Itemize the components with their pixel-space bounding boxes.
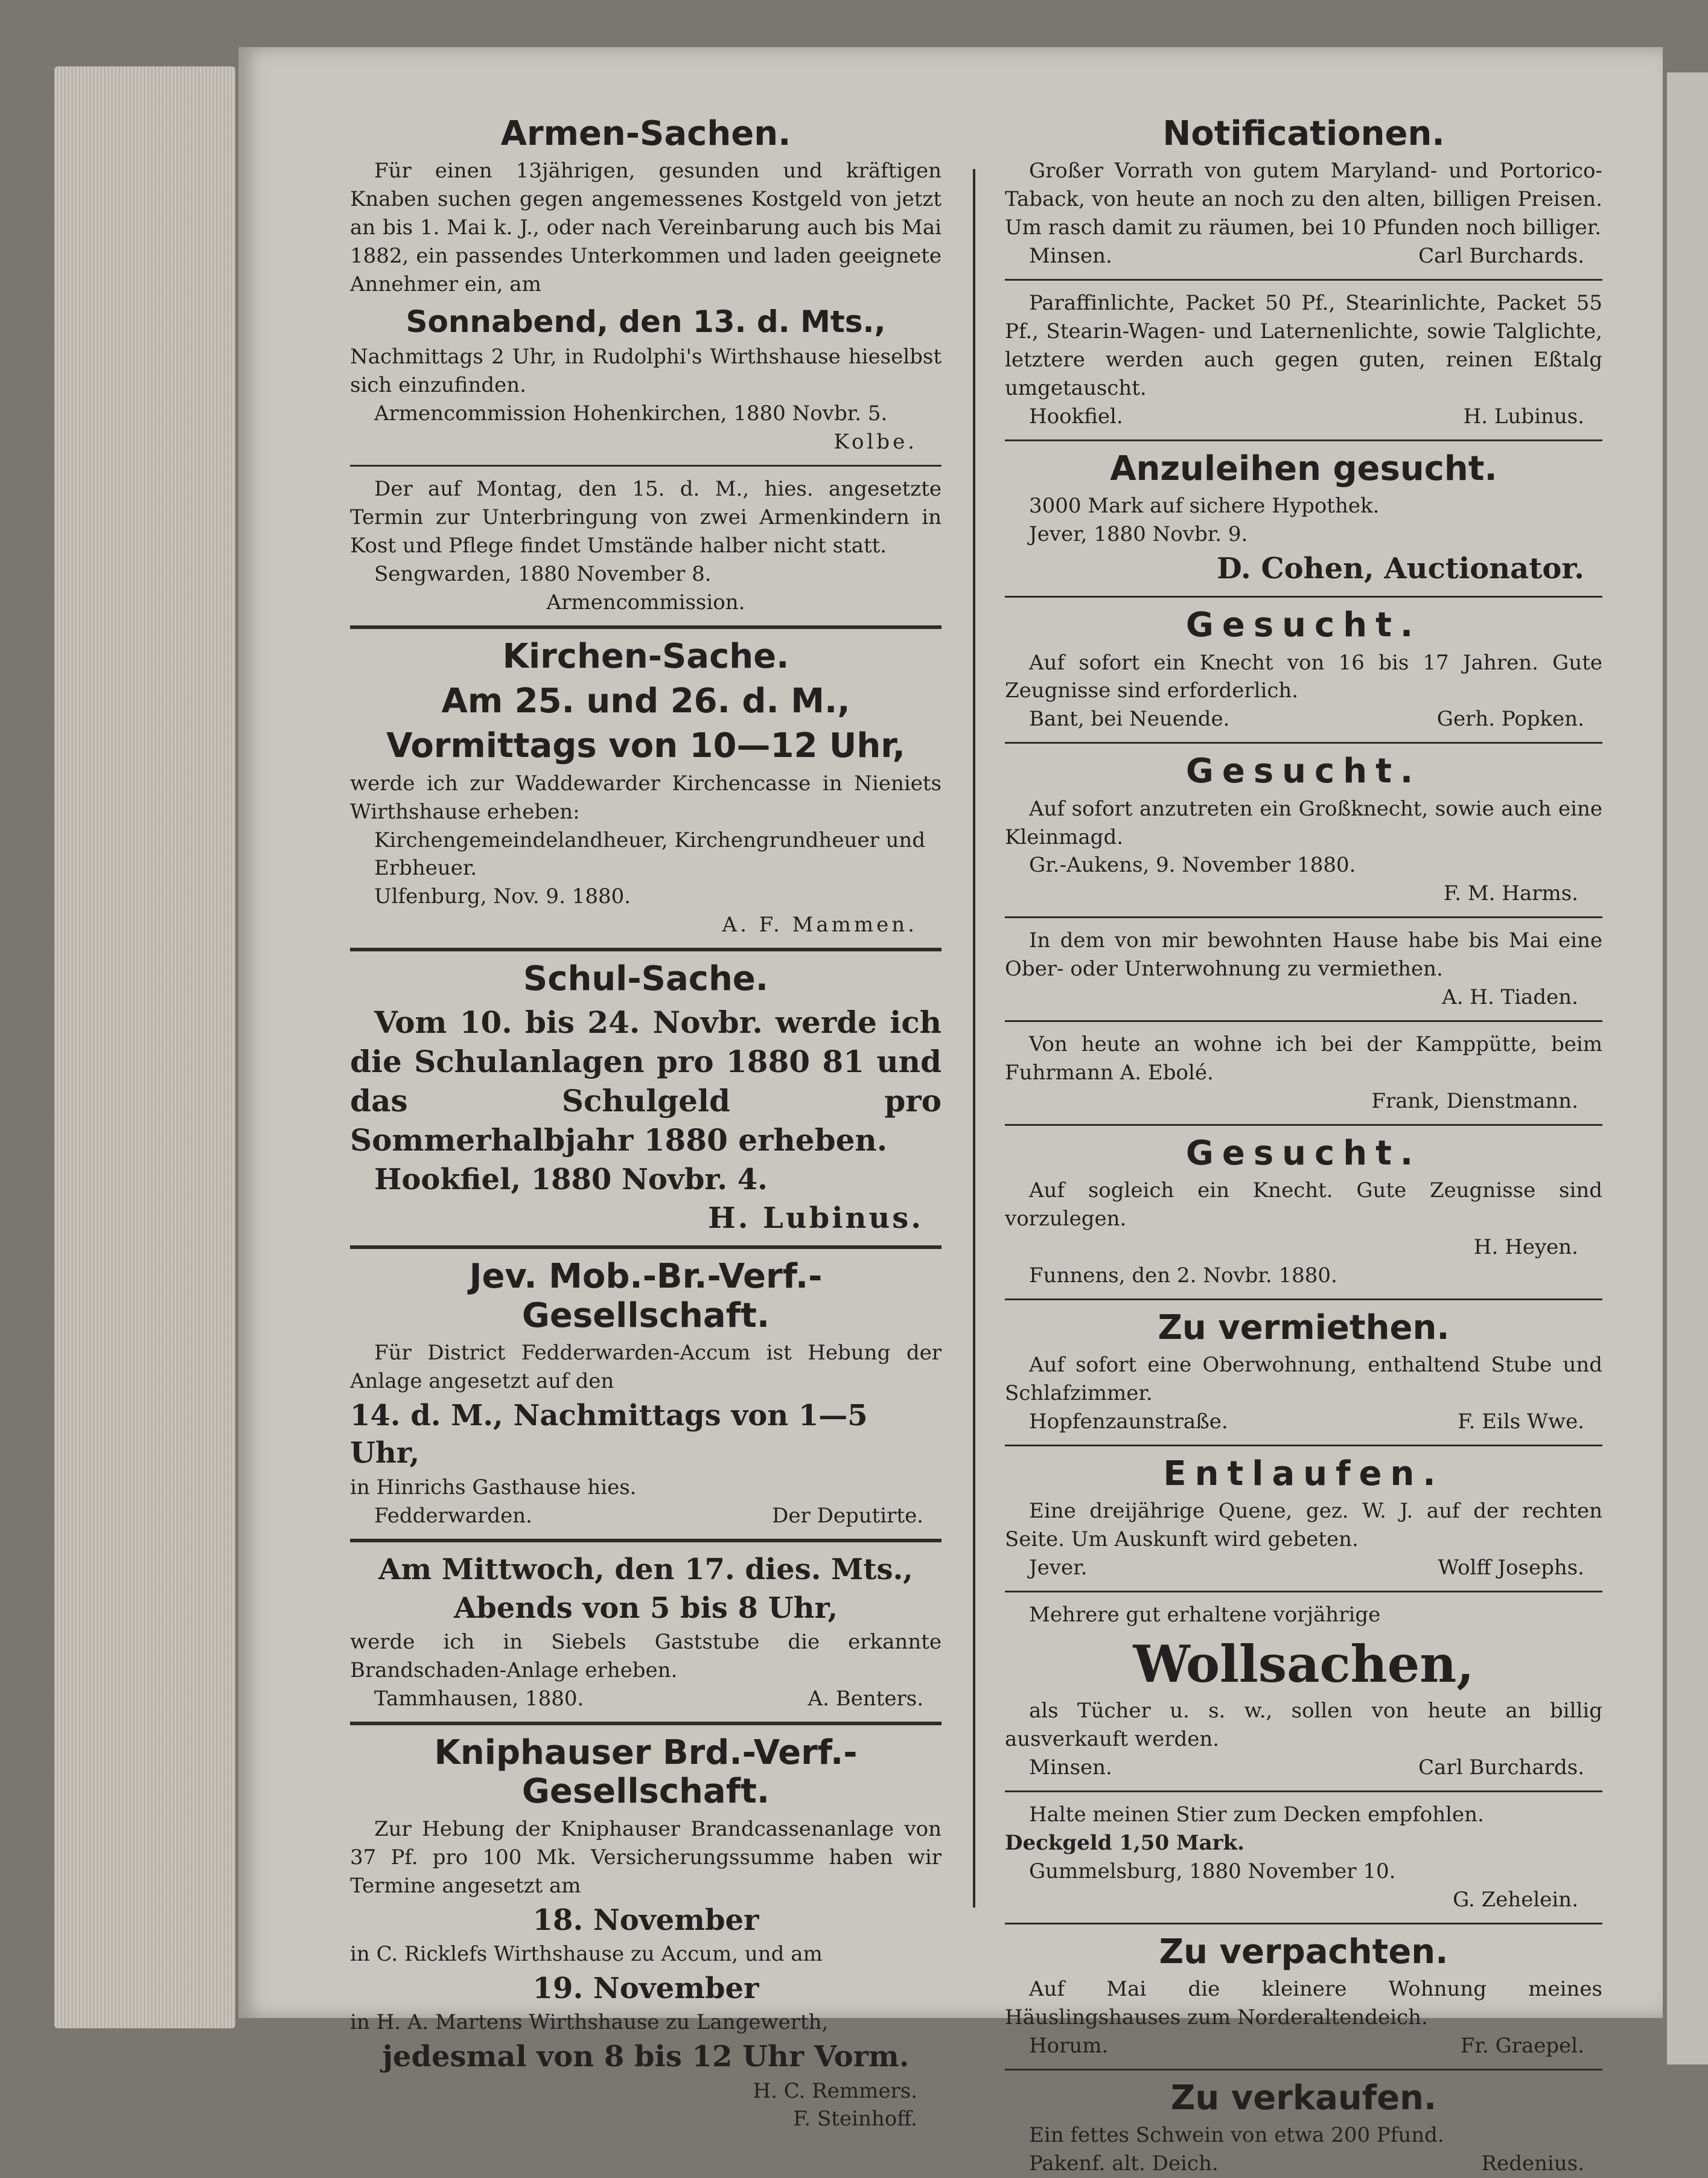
separator [350, 1539, 942, 1542]
separator [350, 1722, 942, 1725]
ad-heading: Jev. Mob.-Br.-Verf.-Gesellschaft. [469, 1257, 823, 1335]
ad-body: werde ich zur Waddewarder Kirchencasse in Nieniets Wirthshause erheben: [350, 771, 942, 824]
ad-mittwoch [350, 1551, 942, 1714]
ad-body: Auf sogleich ein Knecht. Gute Zeugnisse sind vorzulegen. [1005, 1178, 1602, 1231]
ad-footer [1005, 1554, 1602, 1582]
ad-body: Halte meinen Stier zum Decken empfohlen. [1029, 1803, 1484, 1827]
ad-place: Jever. [1029, 1556, 1088, 1580]
ad-body: in Hinrichs Gasthause hies. [350, 1475, 637, 1499]
ad-footer [1005, 2150, 1602, 2178]
ad-body: als Tücher u. s. w., sollen von heute an billig ausverkauft werden. [1005, 1699, 1602, 1752]
ad-place: Pakenf. alt. Deich. [1029, 2151, 1219, 2176]
ad-notificationen [1005, 115, 1602, 270]
ad-signature: F. Steinhoff. [793, 2107, 917, 2132]
ad-body: Eine dreijährige Quene, gez. W. J. auf der rechten Seite. Um Auskunft wird gebeten. [1005, 1499, 1602, 1552]
ad-footer [350, 1685, 942, 1713]
ad-footer [1005, 1408, 1602, 1436]
ad-time: jedesmal von 8 bis 12 Uhr Vorm. [382, 2040, 910, 2074]
ad-gesucht-3 [1005, 1134, 1602, 1290]
ad-signature: Frank, Dienstmann. [1371, 1088, 1578, 1113]
separator [350, 465, 942, 467]
ad-signature: F. M. Harms. [1443, 881, 1578, 906]
ad-body: Der auf Montag, den 15. d. M., hies. angesetzte Termin zur Unterbringung von zwei Armenkindern in Kost und Pflege findet Umstände halber nicht statt. [350, 477, 942, 558]
ad-place: Hookfiel. [1029, 404, 1123, 429]
ad-signature: Carl Burchards. [1418, 244, 1584, 269]
ad-place: Ulfenburg, Nov. 9. 1880. [374, 884, 631, 909]
ad-wohnung [1005, 927, 1602, 1012]
ad-signature: Armencommission. [546, 590, 745, 615]
ad-anzuleihen [1005, 450, 1602, 588]
ad-body: 3000 Mark auf sichere Hypothek. [1029, 493, 1380, 518]
ad-place: Tammhausen, 1880. [374, 1687, 584, 1711]
ad-heading: Schul-Sache. [523, 959, 769, 999]
ad-gesucht-2 [1005, 752, 1602, 908]
ad-heading: Kirchen-Sache. [502, 636, 789, 676]
ad-body: Vom 10. bis 24. Novbr. werde ich die Schulanlagen pro 1880 81 und das Schulgeld pro Sommerhalbjahr 1880 erheben. [350, 1004, 942, 1158]
ad-signature: H. C. Remmers. [753, 2078, 917, 2103]
ad-date: Am 25. und 26. d. M., [441, 681, 850, 721]
separator [350, 948, 942, 951]
ad-place: Armencommission Hohenkirchen, 1880 Novbr. 5. [374, 401, 888, 426]
ad-place: Bant, bei Neuende. [1029, 707, 1230, 732]
ad-stier [1005, 1801, 1602, 1914]
ad-body: Auf sofort anzutreten ein Großknecht, sowie auch eine Kleinmagd. [1005, 796, 1602, 849]
ad-heading: Gesucht. [1185, 605, 1422, 645]
ad-signature: F. Eils Wwe. [1458, 1409, 1584, 1434]
ad-heading: Entlaufen. [1163, 1454, 1444, 1493]
ad-body: Zur Hebung der Kniphauser Brandcassenanlage von 37 Pf. pro 100 Mk. Versicherungssumme haben wir Termine angesetzt am [350, 1816, 942, 1898]
separator [1005, 1591, 1602, 1592]
ad-signature: Carl Burchards. [1418, 1755, 1584, 1780]
ad-heading: Anzuleihen gesucht. [1110, 449, 1497, 488]
separator [1005, 2069, 1602, 2071]
ad-armen-sachen [350, 115, 942, 456]
ad-footer [1005, 1754, 1602, 1782]
ad-signature: A. H. Tiaden. [1442, 985, 1578, 1010]
ad-heading: Notificationen. [1162, 114, 1445, 153]
ad-heading: Wollsachen, [1133, 1634, 1474, 1694]
left-column [350, 109, 942, 2133]
ad-kniphauser [350, 1734, 942, 2133]
ad-place: Hopfenzaunstraße. [1029, 1409, 1228, 1434]
ad-date: Sonnabend, den 13. d. Mts., [406, 304, 886, 339]
ad-signature: G. Zehelein. [1453, 1887, 1578, 1912]
ad-kamppuette [1005, 1030, 1602, 1116]
separator [350, 1245, 942, 1249]
ad-place: Minsen. [1029, 244, 1112, 269]
separator [1005, 1298, 1602, 1300]
ad-heading: Zu verpachten. [1159, 1932, 1448, 1972]
separator [1005, 1790, 1602, 1792]
ad-body: werde ich in Siebels Gaststube die erkannte Brandschaden-Anlage erheben. [350, 1630, 942, 1683]
ad-signature: A. F. Mammen. [722, 913, 917, 937]
ad-signature: D. Cohen, Auctionator. [1217, 551, 1584, 586]
ad-zu-verkaufen [1005, 2079, 1602, 2178]
ad-signature: A. Benters. [808, 1687, 923, 1711]
ad-date: Am Mittwoch, den 17. dies. Mts., [378, 1552, 913, 1586]
ad-termin [350, 475, 942, 617]
adjacent-page-edge [1667, 72, 1708, 2065]
ad-body: Großer Vorrath von gutem Maryland- und Portorico-Taback, von heute an noch zu den alten, billigen Preisen. Um rasch damit zu räumen, bei 10 Pfunden noch billiger. [1005, 159, 1602, 240]
ad-place: Sengwarden, 1880 November 8. [374, 561, 712, 586]
column-divider [973, 169, 975, 1908]
ad-body: In dem von mir bewohnten Hause habe bis Mai eine Ober- oder Unterwohnung zu vermiethen. [1005, 928, 1602, 982]
book-page-edges [54, 66, 235, 2028]
ad-signature: H. Lubinus. [1463, 404, 1584, 429]
ad-location: in H. A. Martens Wirthshause zu Langewerth, [350, 2010, 829, 2035]
ad-place: Hookfiel, 1880 Novbr. 4. [374, 1162, 768, 1196]
ad-signature: H. Lubinus. [708, 1201, 923, 1235]
ad-footer [1005, 403, 1602, 431]
ad-heading: Kniphauser Brd.-Verf.-Gesellschaft. [434, 1733, 858, 1812]
ad-place: Minsen. [1029, 1755, 1112, 1780]
ad-footer [350, 1502, 942, 1530]
ad-signature: H. Heyen. [1473, 1234, 1578, 1259]
ad-signature: Redenius. [1481, 2151, 1584, 2176]
ad-footer [1005, 705, 1602, 733]
ad-body: Auf Mai die kleinere Wohnung meines Häuslingshauses zum Norderaltendeich. [1005, 1977, 1602, 2030]
ad-time: Vormittags von 10—12 Uhr, [386, 726, 905, 766]
separator [1005, 742, 1602, 744]
ad-items: Kirchengemeindelandheuer, Kirchengrundheuer und Erbheuer. [374, 828, 926, 881]
ad-place: Jever, 1880 Novbr. 9. [1029, 522, 1248, 546]
ad-paraffinlichte [1005, 289, 1602, 431]
ad-body: Von heute an wohne ich bei der Kamppütte, beim Fuhrmann A. Ebolé. [1005, 1032, 1602, 1085]
ad-entlaufen [1005, 1455, 1602, 1582]
ad-body: Paraffinlichte, Packet 50 Pf., Stearinlichte, Packet 55 Pf., Stearin-Wagen- und Laternenlichte, sowie Talglichte, letztere werden auch gegen guten, reinen Eßtalg umgetauscht. [1005, 291, 1602, 400]
ad-intro: Mehrere gut erhaltene vorjährige [1029, 1602, 1381, 1627]
ad-body: Für einen 13jährigen, gesunden und kräftigen Knaben suchen gegen angemessenes Kostgeld von jetzt an bis 1. Mai k. J., oder nach Vereinbarung auch bis Mai 1882, ein passendes Unterkommen und laden geeignete Annehmer ein, am [350, 159, 942, 297]
ad-signature: Der Deputirte. [772, 1503, 923, 1528]
ad-date: 19. November [532, 1971, 759, 2005]
ad-body: Ein fettes Schwein von etwa 200 Pfund. [1029, 2123, 1444, 2148]
ad-body: Auf sofort ein Knecht von 16 bis 17 Jahren. Gute Zeugnisse sind erforderlich. [1005, 650, 1602, 703]
ad-body: Nachmittags 2 Uhr, in Rudolphi's Wirthshause hieselbst sich einzufinden. [350, 345, 942, 398]
ad-price: Deckgeld 1,50 Mark. [1005, 1831, 1244, 1856]
separator [1005, 279, 1602, 281]
separator [1005, 1923, 1602, 1924]
ad-place: Gr.-Aukens, 9. November 1880. [1029, 853, 1356, 878]
ad-signature: Gerh. Popken. [1436, 707, 1584, 732]
separator [1005, 916, 1602, 918]
ad-gesucht-1 [1005, 606, 1602, 733]
separator [1005, 439, 1602, 441]
ad-heading: Zu vermiethen. [1158, 1308, 1450, 1347]
ad-date: 14. d. M., Nachmittags von 1—5 Uhr, [350, 1398, 868, 1471]
ad-heading: Gesucht. [1185, 1133, 1422, 1173]
ad-footer [1005, 242, 1602, 270]
ad-body: Für District Fedderwarden-Accum ist Hebung der Anlage angesetzt auf den [350, 1341, 942, 1394]
ad-place: Gummelsburg, 1880 November 10. [1029, 1859, 1396, 1883]
ad-place: Fedderwarden. [374, 1503, 532, 1528]
ad-date: 18. November [532, 1903, 759, 1937]
ad-zu-vermiethen [1005, 1309, 1602, 1436]
ad-schul-sache [350, 960, 942, 1237]
separator [1005, 1020, 1602, 1022]
ad-time: Abends von 5 bis 8 Uhr, [453, 1591, 838, 1625]
separator [1005, 1445, 1602, 1446]
ad-signature: Fr. Graepel. [1460, 2033, 1584, 2058]
ad-heading: Gesucht. [1185, 752, 1422, 791]
ad-wollsachen [1005, 1601, 1602, 1782]
ad-location: in C. Ricklefs Wirthshause zu Accum, und am [350, 1941, 823, 1966]
ad-footer [1005, 2032, 1602, 2060]
ad-place: Horum. [1029, 2033, 1109, 2058]
ad-signature: Wolff Josephs. [1438, 1556, 1584, 1580]
separator [350, 625, 942, 629]
ad-jev-mob [350, 1257, 942, 1530]
ad-heading: Zu verkaufen. [1170, 2078, 1437, 2118]
ad-heading: Armen-Sachen. [500, 114, 791, 153]
ad-place: Funnens, den 2. Novbr. 1880. [1029, 1263, 1337, 1288]
separator [1005, 596, 1602, 598]
ad-zu-verpachten [1005, 1933, 1602, 2060]
ad-kirchen-sache [350, 637, 942, 940]
right-column [1005, 109, 1602, 2178]
ad-body: Auf sofort eine Oberwohnung, enthaltend Stube und Schlafzimmer. [1005, 1353, 1602, 1406]
ad-signature: Kolbe. [833, 430, 917, 455]
separator [1005, 1124, 1602, 1126]
